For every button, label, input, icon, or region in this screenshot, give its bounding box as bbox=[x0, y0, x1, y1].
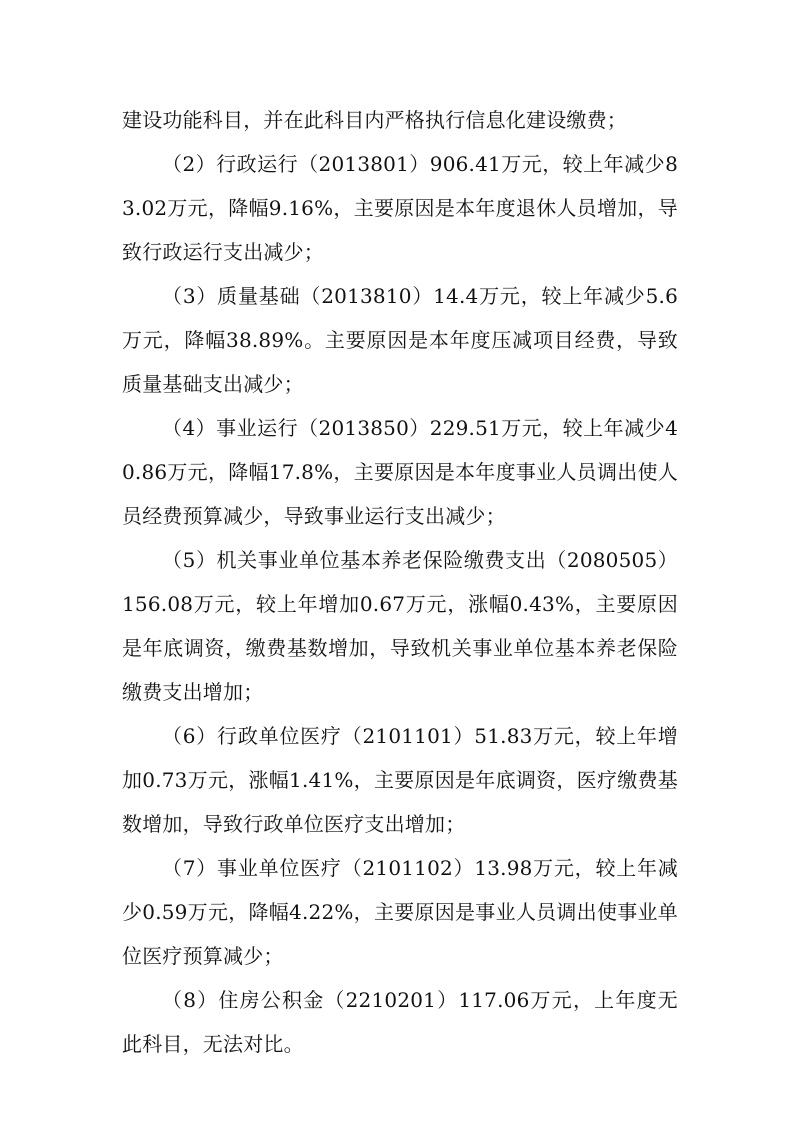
paragraph-item-5-pension-insurance: （5）机关事业单位基本养老保险缴费支出（2080505）156.08万元，较上年增加0.67万元，涨幅0.43%，主要原因是年底调资，缴费基数增加，导致机关事业单位基本养老保险缴费支出增加； bbox=[122, 548, 678, 704]
paragraph-item-2-administrative-operation: （2）行政运行（2013801）906.41万元，较上年减少83.02万元，降幅9.16%，主要原因是本年度退休人员增加，导致行政运行支出减少； bbox=[122, 152, 678, 264]
paragraph-item-3-quality-foundation: （3）质量基础（2013810）14.4万元，较上年减少5.6万元，降幅38.89%。主要原因是本年度压减项目经费，导致质量基础支出减少； bbox=[122, 284, 678, 396]
document-body bbox=[122, 98, 678, 1066]
paragraph-item-8-housing-fund: （8）住房公积金（2210201）117.06万元，上年度无此科目，无法对比。 bbox=[122, 988, 678, 1056]
paragraph-item-4-institution-operation: （4）事业运行（2013850）229.51万元，较上年减少40.86万元，降幅17.8%，主要原因是本年度事业人员调出使人员经费预算减少，导致事业运行支出减少； bbox=[122, 416, 678, 528]
paragraph-item-6-administrative-medical: （6）行政单位医疗（2101101）51.83万元，较上年增加0.73万元，涨幅1.41%，主要原因是年底调资，医疗缴费基数增加，导致行政单位医疗支出增加； bbox=[122, 724, 678, 836]
paragraph-continuation: 建设功能科目，并在此科目内严格执行信息化建设缴费； bbox=[122, 108, 627, 132]
paragraph-item-7-institution-medical: （7）事业单位医疗（2101102）13.98万元，较上年减少0.59万元，降幅4.22%，主要原因是事业人员调出使事业单位医疗预算减少； bbox=[122, 856, 678, 968]
